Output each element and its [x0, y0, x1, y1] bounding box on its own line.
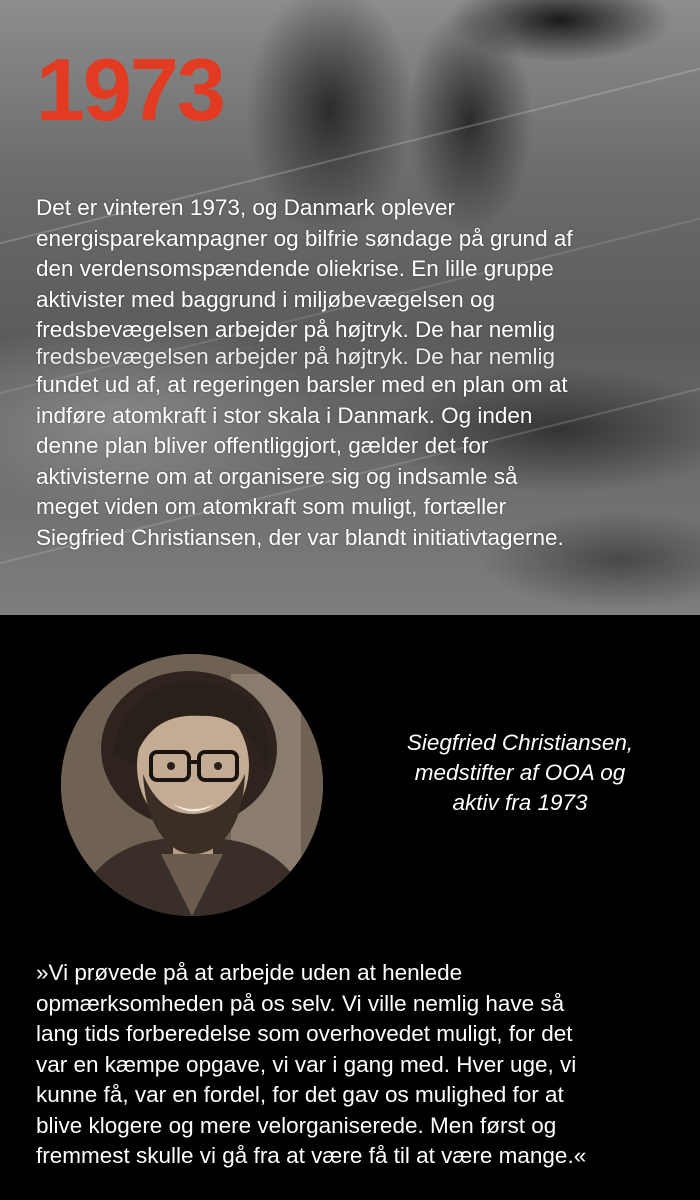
intro-line: den verdensomspændende oliekrise. En lille gruppe [36, 256, 554, 281]
intro-line: energisparekampagner og bilfrie søndage på grund af [36, 225, 573, 251]
year-heading: 1973 [36, 40, 224, 139]
intro-line: aktivister med baggrund i miljøbevægelsen og [36, 286, 495, 312]
intro-line-duplicate: fredsbevægelsen arbejder på højtryk. De har nemlig [36, 343, 556, 369]
caption-line: aktiv fra 1973 [452, 790, 588, 815]
quote-line: var en kæmpe opgave, vi var i gang med. Hver uge, vi [36, 1051, 577, 1077]
quote-paragraph [36, 958, 686, 1172]
intro-line: indføre atomkraft i stor skala i Danmark. Og inden [36, 402, 533, 428]
portrait-caption [370, 728, 670, 818]
intro-line: fundet ud af, at regeringen barsler med en plan om at [36, 372, 568, 397]
intro-line: Siegfried Christiansen, der var blandt initiativtagerne. [36, 524, 564, 550]
intro-line: aktivisterne om at organisere sig og indsamle så [36, 463, 518, 489]
intro-line: Det er vinteren 1973, og Danmark oplever [36, 195, 455, 220]
portrait-illustration [61, 654, 323, 916]
intro-line: meget viden om atomkraft som muligt, fortæller [36, 494, 507, 519]
portrait-photo [61, 654, 323, 916]
caption-line: Siegfried Christiansen, [406, 730, 634, 755]
quote-line: fremmest skulle vi gå fra at være få til at være mange.« [36, 1143, 587, 1168]
quote-line: kunne få, var en fordel, for det gav os mulighed for at [36, 1082, 564, 1107]
quote-line: opmærksomheden på os selv. Vi ville nemlig have så [36, 990, 565, 1016]
intro-line: fredsbevægelsen arbejder på højtryk. De har nemlig [36, 317, 556, 342]
intro-paragraph [36, 193, 686, 553]
quote-line: »Vi prøvede på at arbejde uden at henlede [36, 960, 463, 985]
caption-line: medstifter af OOA og [414, 760, 626, 785]
quote-line: lang tids forberedelse som overhovedet muligt, for det [36, 1021, 573, 1046]
intro-line: denne plan bliver offentliggjort, gælder det for [36, 433, 489, 458]
quote-line: blive klogere og mere velorganiserede. Men først og [36, 1112, 557, 1138]
